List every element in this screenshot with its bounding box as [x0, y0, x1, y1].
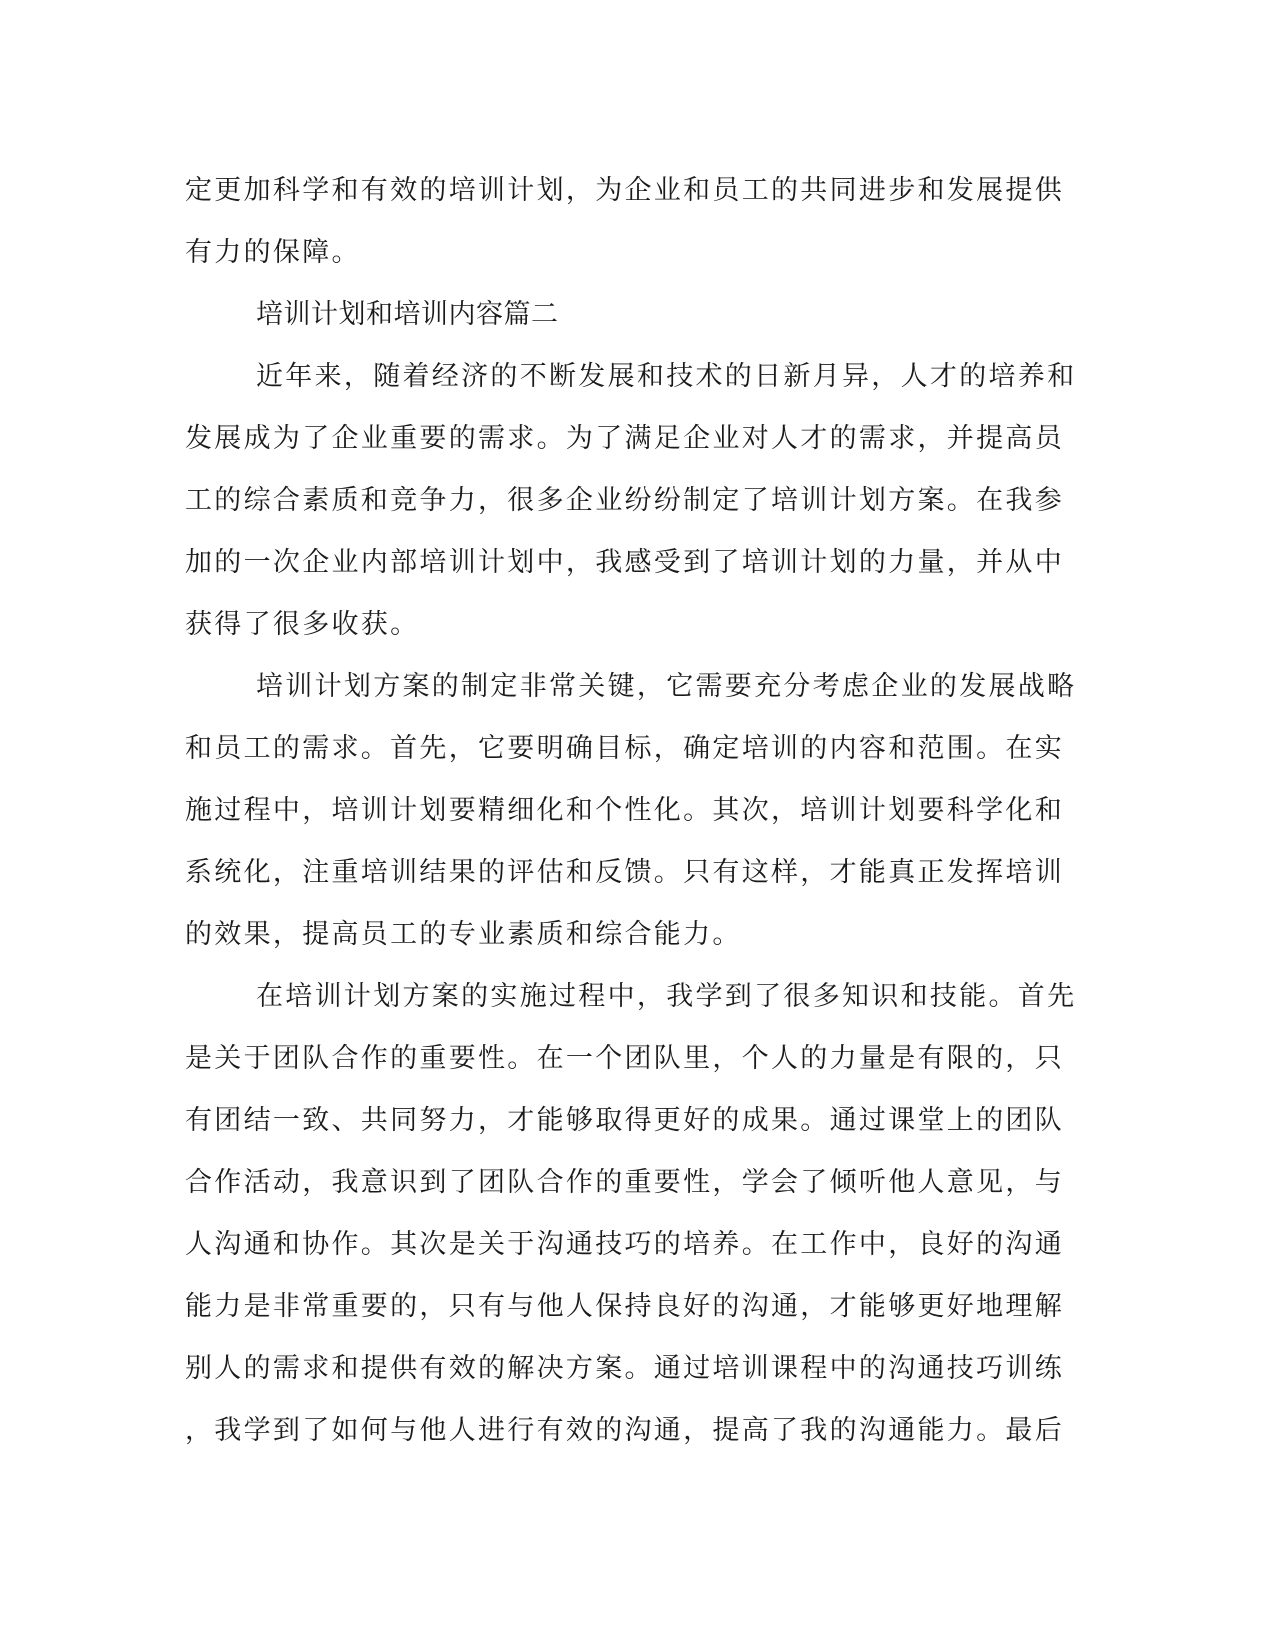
- paragraph-line: 在培训计划方案的实施过程中，我学到了很多知识和技能。首先: [256, 981, 1077, 1012]
- paragraph-line: 获得了很多收获。: [185, 609, 420, 640]
- paragraph-line: 有团结一致、共同努力，才能够取得更好的成果。通过课堂上的团队: [185, 1105, 1064, 1136]
- paragraph-line: 培训计划方案的制定非常关键，它需要充分考虑企业的发展战略: [256, 671, 1077, 702]
- paragraph-line: ，我学到了如何与他人进行有效的沟通，提高了我的沟通能力。最后: [185, 1415, 1064, 1446]
- paragraph-line: 有力的保障。: [185, 237, 361, 268]
- paragraph-line: 的效果，提高员工的专业素质和综合能力。: [185, 919, 742, 950]
- paragraph-line: 定更加科学和有效的培训计划，为企业和员工的共同进步和发展提供: [185, 175, 1064, 206]
- paragraph-line: 近年来，随着经济的不断发展和技术的日新月异，人才的培养和: [256, 361, 1077, 392]
- paragraph-line: 人沟通和协作。其次是关于沟通技巧的培养。在工作中，良好的沟通: [185, 1229, 1064, 1260]
- paragraph-line: 施过程中，培训计划要精细化和个性化。其次，培训计划要科学化和: [185, 795, 1064, 826]
- paragraph-line: 和员工的需求。首先，它要明确目标，确定培训的内容和范围。在实: [185, 733, 1064, 764]
- paragraph-line: 系统化，注重培训结果的评估和反馈。只有这样，才能真正发挥培训: [185, 857, 1064, 888]
- paragraph-line: 是关于团队合作的重要性。在一个团队里，个人的力量是有限的，只: [185, 1043, 1064, 1074]
- paragraph-line: 加的一次企业内部培训计划中，我感受到了培训计划的力量，并从中: [185, 547, 1064, 578]
- paragraph-line: 工的综合素质和竞争力，很多企业纷纷制定了培训计划方案。在我参: [185, 485, 1064, 516]
- paragraph-line: 能力是非常重要的，只有与他人保持良好的沟通，才能够更好地理解: [185, 1291, 1064, 1322]
- section-heading: 培训计划和培训内容篇二: [256, 299, 559, 330]
- paragraph-line: 合作活动，我意识到了团队合作的重要性，学会了倾听他人意见，与: [185, 1167, 1064, 1198]
- paragraph-line: 别人的需求和提供有效的解决方案。通过培训课程中的沟通技巧训练: [185, 1353, 1064, 1384]
- paragraph-line: 发展成为了企业重要的需求。为了满足企业对人才的需求，并提高员: [185, 423, 1064, 454]
- document-body: [185, 160, 1075, 1462]
